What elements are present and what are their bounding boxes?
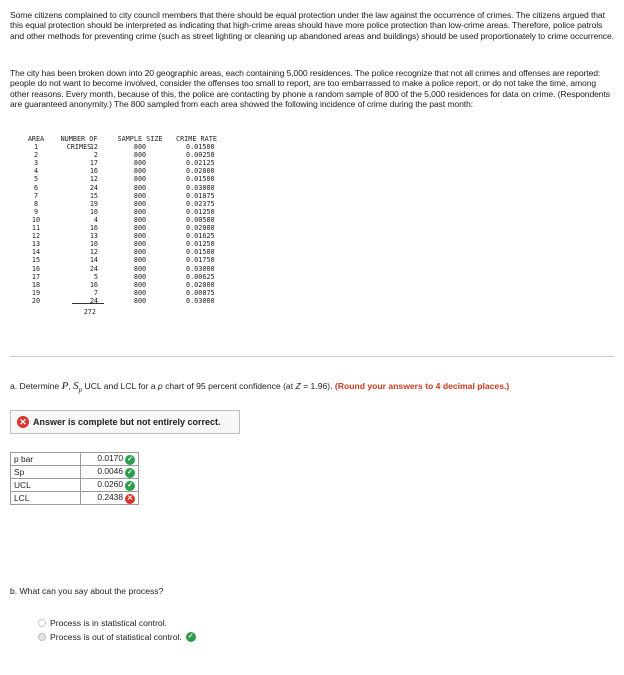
cell-sample-size: 800 [133,215,147,224]
table-row [22,184,230,192]
cell-crime-rate: 0.03000 [186,296,215,305]
cell-area: 8 [33,199,39,208]
answer-row [11,466,139,479]
cell-crime-rate: 0.01875 [186,191,215,200]
header-area: AREA [27,135,45,143]
cell-crimes: 4 [93,215,98,224]
table-row [22,167,230,175]
round-note: (Round your answers to 4 decimal places.) [334,381,510,391]
cell-crimes: 13 [89,232,98,241]
question-b: b. What can you say about the process? [10,586,164,596]
option-out-of-control[interactable] [38,632,196,642]
cell-crime-rate: 0.00500 [186,215,215,224]
cell-sample-size: 800 [133,199,147,208]
crime-data-table [22,135,230,316]
cell-crimes: 14 [89,256,98,265]
check-circle-icon: ✓ [186,632,196,642]
cell-sample-size: 800 [133,167,147,176]
problem-paragraph-2: The city has been broken down into 20 geographic areas, each containing 5,000 residences. The police recognize that not all crimes and offenses are reported: people do not want to become involved, consider the offenses too small to report, are too embarrassed to make a police report, or do not take the time, among other reasons. Every month, because of this, the police are contacting by phone a random sample of 800 of the 5,000 residences for data on crime. (Respondents are guaranteed anonymity.) The 800 sampled from each area showed the following incidence of crime during the past month: [10,68,610,109]
header-number-of-crimes: NUMBER OF CRIMES [60,135,98,152]
cell-sample-size: 800 [133,183,147,192]
cell-sample-size: 800 [133,224,147,233]
cell-area: 14 [31,248,41,257]
table-row [22,216,230,224]
cell-crimes: 19 [89,199,98,208]
table-row [22,208,230,216]
table-body [22,143,230,305]
cell-crimes: 2 [93,151,98,160]
option-out-of-control-label: Process is out of statistical control. [50,632,182,642]
table-row [22,200,230,208]
cell-area: 17 [31,272,41,281]
answer-label: LCL [11,492,81,505]
cell-sample-size: 800 [133,248,147,257]
cell-area: 19 [31,288,41,297]
header-crime-rate: CRIME RATE [176,135,217,143]
answer-input[interactable] [81,466,139,479]
cell-crime-rate: 0.03000 [186,264,215,273]
table-row [22,289,230,297]
cell-crime-rate: 0.01250 [186,240,215,249]
cell-area: 7 [33,191,39,200]
check-circle-icon: ✓ [125,455,135,465]
cell-crimes: 12 [89,175,98,184]
cell-area: 15 [31,256,41,265]
question-a-prefix: a. Determine [10,381,62,391]
cell-crime-rate: 0.02000 [186,224,215,233]
section-divider [10,356,614,357]
answer-row [11,492,139,505]
table-row [22,151,230,159]
radio-out-of-control[interactable] [38,633,46,641]
table-total-row [22,308,230,316]
option-in-control[interactable] [38,618,167,628]
cell-crime-rate: 0.02125 [186,159,215,168]
table-row [22,265,230,273]
cell-crimes: 24 [89,183,98,192]
p-symbol: p [157,381,163,391]
answer-input[interactable] [81,479,139,492]
answer-status-text: Answer is complete but not entirely correct. [33,416,221,427]
table-row [22,248,230,256]
sp-symbol: $S_p$ [73,380,83,395]
answer-input[interactable] [81,453,139,466]
table-row [22,175,230,183]
cell-crimes: 24 [89,296,98,305]
table-row [22,240,230,248]
cell-area: 6 [33,183,39,192]
cell-sample-size: 800 [133,232,147,241]
cell-sample-size: 800 [133,264,147,273]
table-row [22,281,230,289]
cell-crime-rate: 0.01750 [186,256,215,265]
cell-crimes: 15 [89,191,98,200]
cell-sample-size: 800 [133,296,147,305]
table-row [22,273,230,281]
cell-crime-rate: 0.01250 [186,207,215,216]
question-a-sep: , [68,381,74,391]
check-circle-icon: ✓ [125,481,135,491]
cell-crimes: 5 [93,272,98,281]
cell-sample-size: 800 [133,240,147,249]
cell-area: 3 [33,159,39,168]
check-circle-icon: ✓ [125,468,135,478]
answer-label: p bar [11,453,81,466]
table-row [22,224,230,232]
cell-sample-size: 800 [133,159,147,168]
cell-crimes: 16 [89,167,98,176]
answer-table [10,452,139,505]
cell-crimes: 17 [89,159,98,168]
cell-area: 5 [33,175,39,184]
cell-sample-size: 800 [133,288,147,297]
cell-area: 9 [33,207,39,216]
x-circle-icon: ✕ [125,494,135,504]
x-circle-icon: ✕ [17,416,29,428]
question-a-suffix: chart of 95 percent confidence (at [162,381,296,391]
cell-crime-rate: 0.03000 [186,183,215,192]
table-row [22,232,230,240]
cell-crime-rate: 0.01500 [186,143,215,152]
radio-in-control[interactable] [38,619,46,627]
cell-crimes: 12 [89,143,98,152]
cell-sample-size: 800 [133,151,147,160]
cell-sample-size: 800 [133,280,147,289]
cell-sample-size: 800 [133,191,147,200]
cell-crime-rate: 0.01500 [186,175,215,184]
cell-crimes: 10 [89,207,98,216]
answer-row [11,479,139,492]
cell-crimes: 12 [89,248,98,257]
problem-paragraph-1: Some citizens complained to city council members that there should be equal protection under the law against the occurrence of crimes. The citizens argued that this equal protection should be interpreted as indicating that high-crime areas should have more police protection than low-crime areas. Therefore, police patrols and other methods for preventing crime (such as street lighting or cleaning up abandoned areas and buildings) should be used proportionately to crime occurrence. [10,10,614,41]
table-row [22,159,230,167]
cell-crimes: 24 [89,264,98,273]
question-a [10,380,509,395]
cell-area: 18 [31,280,41,289]
answer-status-banner [10,410,240,434]
answer-label: UCL [11,479,81,492]
cell-area: 4 [33,167,39,176]
cell-sample-size: 800 [133,207,147,216]
cell-crime-rate: 0.00875 [186,288,215,297]
answer-input[interactable] [81,492,139,505]
question-a-middle: UCL and LCL for a [82,381,158,391]
cell-sample-size: 800 [133,272,147,281]
cell-area: 16 [31,264,41,273]
cell-area: 11 [31,224,41,233]
option-in-control-label: Process is in statistical control. [50,618,168,628]
cell-crime-rate: 0.02000 [186,280,215,289]
cell-crime-rate: 0.02000 [186,167,215,176]
answer-value: 0.0046 [97,466,123,476]
cell-sample-size: 800 [133,175,147,184]
cell-crime-rate: 0.02375 [186,199,215,208]
cell-area: 13 [31,240,41,249]
cell-area: 1 [33,143,39,152]
total-divider [72,303,104,304]
cell-area: 20 [31,296,41,305]
total-crimes: 272 [83,307,96,316]
table-row [22,256,230,264]
answer-row [11,453,139,466]
cell-crime-rate: 0.01625 [186,232,215,241]
answer-value: 0.0260 [97,479,123,489]
table-row [22,143,230,151]
cell-crimes: 10 [89,240,98,249]
table-row [22,297,230,305]
header-sample-size: SAMPLE SIZE [117,135,163,143]
z-symbol: Z [295,381,301,391]
answer-label: Sp [11,466,81,479]
cell-area: 12 [31,232,41,241]
z-value: = 1.96). [300,381,335,391]
cell-crimes: 16 [89,224,98,233]
pbar-symbol: P [61,380,69,392]
table-row [22,192,230,200]
cell-crime-rate: 0.00250 [186,151,215,160]
cell-area: 2 [33,151,39,160]
cell-crimes: 7 [93,288,98,297]
cell-crime-rate: 0.00625 [186,272,215,281]
answer-value: 0.0170 [97,453,123,463]
cell-area: 10 [31,215,41,224]
cell-sample-size: 800 [133,256,147,265]
cell-crime-rate: 0.01500 [186,248,215,257]
cell-sample-size: 800 [133,143,147,152]
cell-crimes: 16 [89,280,98,289]
answer-value: 0.2438 [97,492,123,502]
